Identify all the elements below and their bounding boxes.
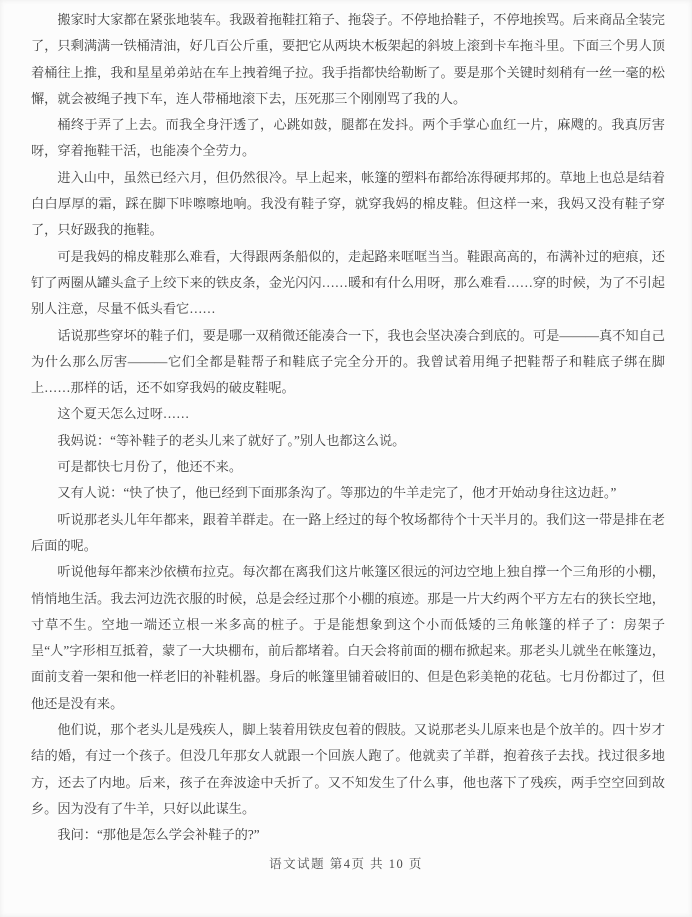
paragraph: 可是我妈的棉皮鞋那么难看，大得跟两条船似的，走起路来哐哐当当。鞋跟高高的，布满补过的疤痕，还钉了两圈从罐头盒子上绞下来的铁皮条，金光闪闪……暖和有什么用呀，那么难看……穿的时候，为了不引起别人注意，尽量不低头看它…… — [31, 248, 665, 317]
paragraph: 又有人说：“快了快了，他已经到下面那条沟了。等那边的牛羊走完了，他才开始动身往这边赶。” — [57, 485, 617, 501]
page-number-footer: 语文试题 第4页 共 10 页 — [269, 857, 423, 871]
paragraph: 听说那老头儿年年都来，跟着羊群走。在一路上经过的每个牧场都待个十天半月的。我们这一带是排在老后面的呢。 — [31, 511, 665, 553]
paragraph: 这个夏天怎么过呀…… — [57, 406, 190, 422]
paragraph: 他们说，那个老头儿是残疾人，脚上装着用铁皮包着的假肢。又说那老头儿原来也是个放羊的。四十岁才结的婚，有过一个孩子。但没几年那女人就跟一个回族人跑了。他就卖了羊群，抱着孩子去找。找过很多地方，还去了内地。后来，孩子在奔波途中夭折了。又不知发生了什么事，他也落下了残疾，两手空空回到故乡。因为没有了牛羊，只好以此谋生。 — [31, 722, 665, 816]
reading-passage — [31, 7, 665, 849]
paragraph: 我妈说：“等补鞋子的老头儿来了就好了。”别人也都这么说。 — [57, 432, 406, 448]
paragraph: 可是都快七月份了，他还不来。 — [57, 459, 243, 475]
paragraph: 听说他每年都来沙依横布拉克。每次都在离我们这片帐篷区很远的河边空地上独自撑一个三角形的小棚，悄悄地生活。我去河边洗衣服的时候，总是会经过那个小棚的痕迹。那是一片大约两个平方左右的狭长空地，寸草不生。空地一端还立根一米多高的桩子。于是能想象到这个小而低矮的三角帐篷的样子了：房架子呈“人”字形相互抵着，蒙了一大块棚布，前后都堵着。白天会将前面的棚布掀起来。那老头儿就坐在帐篷边，面前支着一架和他一样老旧的补鞋机器。身后的帐篷里铺着破旧的、但是色彩美艳的花毡。七月份都过了，但他还是没有来。 — [31, 564, 665, 711]
paragraph: 桶终于弄了上去。而我全身汗透了，心跳如鼓，腿都在发抖。两个手掌心血红一片，麻飕的。我真厉害呀，穿着拖鞋干活，也能凑个全劳力。 — [31, 117, 665, 159]
paragraph: 我问：“那他是怎么学会补鞋子的?” — [57, 827, 260, 843]
paragraph: 搬家时大家都在紧张地装车。我趿着拖鞋扛箱子、拖袋子。不停地拾鞋子，不停地挨骂。后来商品全装完了，只剩满满一铁桶清油，好几百公斤重，要把它从两块木板架起的斜坡上滚到卡车拖斗里。下面三个男人顶着桶往上推，我和星星弟弟站在车上拽着绳子拉。我手指都快给勒断了。要是那个关键时刻稍有一丝一毫的松懈，就会被绳子拽下车，连人带桶地滚下去，压死那三个刚刚骂了我的人。 — [31, 12, 665, 106]
paragraph: 话说那些穿坏的鞋子们，要是哪一双稍微还能凑合一下，我也会坚决凑合到底的。可是———真不知自己为什么那么厉害———它们全都是鞋帮子和鞋底子完全分开的。我曾试着用绳子把鞋帮子和鞋底子绑在脚上……那样的话，还不如穿我妈的破皮鞋呢。 — [31, 327, 665, 396]
paragraph: 进入山中，虽然已经六月，但仍然很冷。早上起来，帐篷的塑料布都给冻得硬邦邦的。草地上也总是结着白白厚厚的霜，踩在脚下咔嚓嚓地响。我没有鞋子穿，就穿我妈的棉皮鞋。但这样一来，我妈又没有鞋子穿了，只好趿我的拖鞋。 — [31, 169, 665, 238]
